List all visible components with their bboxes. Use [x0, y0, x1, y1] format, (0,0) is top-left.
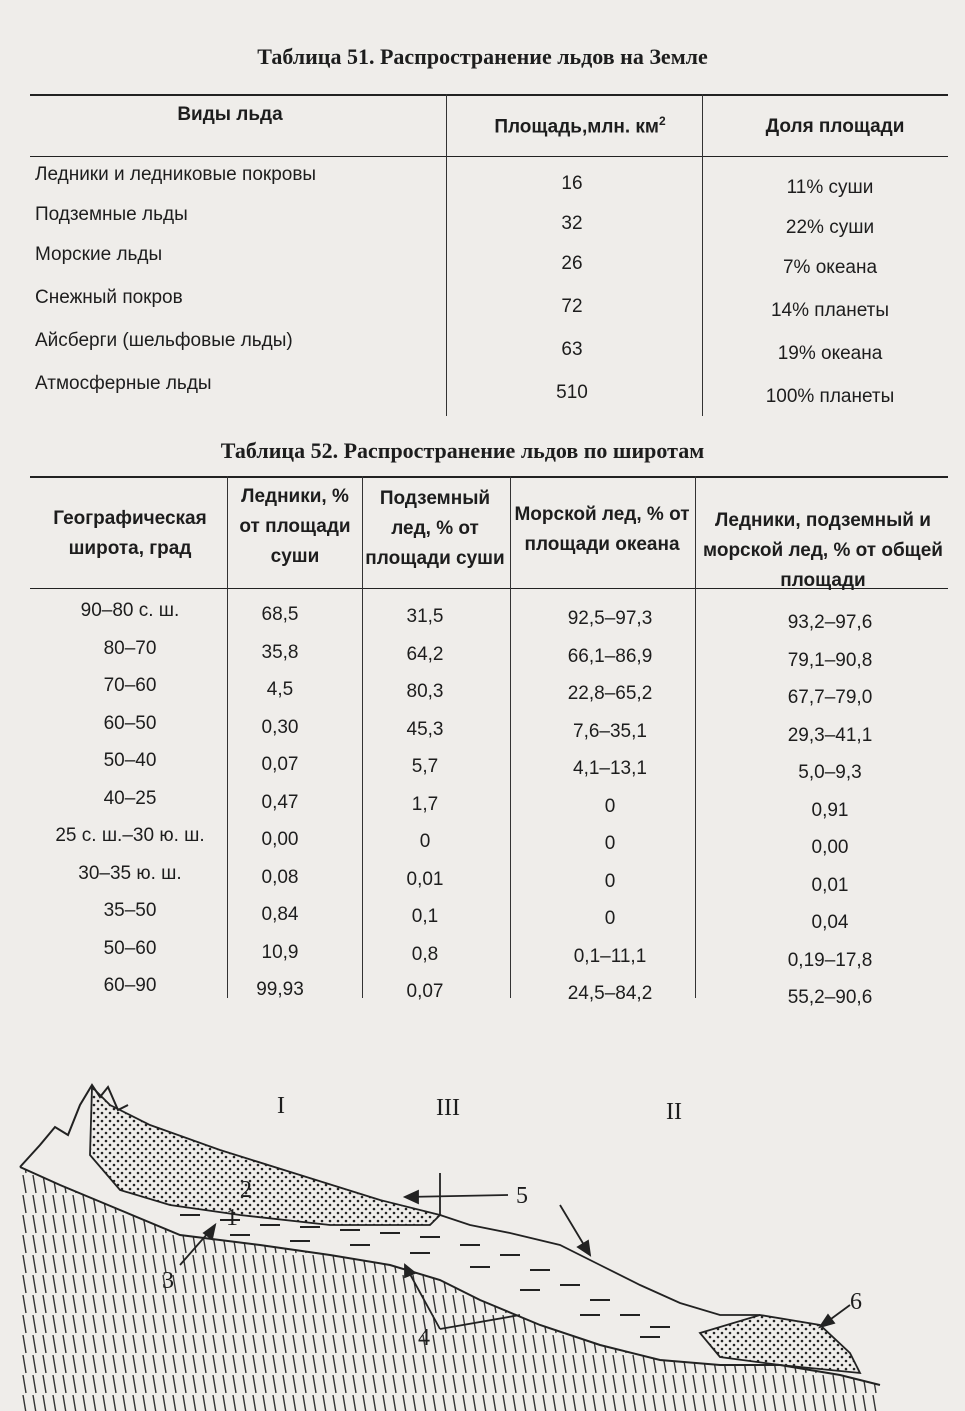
header-glaciers: Ледники, % от площади суши [239, 486, 351, 567]
table-51-row [30, 330, 950, 370]
table-52-cell-total: 0,91 [811, 799, 849, 821]
table-52-cell-sea-ice: 0 [604, 833, 616, 854]
table-52-row [30, 863, 950, 901]
table-52-cell-sea-ice: 0 [604, 795, 616, 817]
table-52-cell-sea-ice: 92,5–97,3 [567, 608, 653, 629]
table-52-cell-sea-ice: 0 [604, 870, 616, 892]
table-52-cell-latitude: 70–60 [103, 675, 157, 696]
table-52-row [30, 750, 950, 788]
table-51-row [30, 287, 950, 327]
table-51-cell-name: Ледники и ледниковые покровы [35, 164, 317, 185]
table-52-cell-sea-ice: 0 [604, 908, 616, 929]
table-52-cell-glaciers: 0,07 [261, 754, 299, 775]
table-51-cell-share: 14% планеты [770, 300, 890, 321]
figure-label-III: III [436, 1095, 460, 1121]
table-52-cell-latitude: 50–40 [103, 750, 157, 771]
table-52-cell-ground-ice: 0,07 [406, 981, 444, 1002]
table-51-cell-area: 510 [556, 382, 588, 403]
table-52-row [30, 938, 950, 976]
table-52-title: Таблица 52. Распространение льдов по широтам [220, 438, 705, 463]
table-52-cell-ground-ice: 45,3 [406, 718, 444, 740]
table-51-row [30, 373, 950, 413]
table-52-row [30, 638, 950, 676]
table-52-row [30, 900, 950, 938]
table-52-cell-ground-ice: 0,01 [406, 868, 444, 890]
table-52-cell-glaciers: 68,5 [261, 604, 299, 625]
table-52-cell-sea-ice: 0,1–11,1 [573, 945, 647, 967]
table-52-cell-latitude: 80–70 [103, 637, 157, 659]
figure-label-5: 5 [516, 1183, 528, 1209]
table-52-cell-ground-ice: 80,3 [406, 681, 444, 702]
table-51-cell-area: 72 [561, 296, 583, 317]
table-52-cell-total: 79,1–90,8 [787, 649, 873, 671]
table-52 [30, 488, 950, 1018]
table-52-row [30, 675, 950, 713]
header-total-ice: Ледники, подземный и морской лед, % от общей площади [703, 510, 943, 591]
table-51-cell-name: Морские льды [35, 244, 163, 265]
table-52-cell-latitude: 40–25 [103, 787, 157, 809]
table-51-cell-name: Атмосферные льды [35, 373, 212, 394]
figure-label-II: II [666, 1099, 682, 1125]
header-latitude: Географическая широта, град [53, 508, 207, 559]
table-52-cell-latitude: 90–80 с. ш. [80, 600, 180, 621]
table-52-cell-glaciers: 0,00 [261, 829, 299, 850]
table-52-cell-glaciers: 10,9 [261, 941, 299, 963]
figure-label-1: 1 [226, 1205, 238, 1231]
figure-label-3: 3 [162, 1268, 174, 1294]
table-52-cell-sea-ice: 7,6–35,1 [573, 720, 647, 742]
table-52-cell-glaciers: 0,47 [261, 791, 299, 813]
table-51-cell-share: 100% планеты [765, 386, 895, 407]
figure-label-4: 4 [418, 1325, 430, 1351]
table-51-title: Таблица 51. Распространение льдов на Земле [257, 44, 708, 69]
table-51-row [30, 244, 950, 284]
table-52-cell-total: 29,3–41,1 [787, 724, 873, 746]
table-52-cell-total: 67,7–79,0 [787, 687, 873, 708]
table-52-cell-total: 0,19–17,8 [787, 949, 873, 971]
header-ground-ice: Подземный лед, % от площади суши [365, 488, 505, 569]
table-52-cell-glaciers: 0,30 [261, 716, 299, 738]
table-52-cell-glaciers: 0,08 [261, 866, 299, 888]
table-52-cell-latitude: 50–60 [103, 937, 157, 959]
glacier-diagram [0, 1075, 965, 1411]
table-51-cell-name: Подземные льды [35, 204, 188, 225]
table-52-cell-ground-ice: 1,7 [411, 793, 439, 815]
table-52-cell-ground-ice: 0,1 [411, 906, 439, 927]
table-52-row [30, 825, 950, 863]
table-52-row [30, 713, 950, 751]
table-52-cell-sea-ice: 66,1–86,9 [567, 645, 653, 667]
table-51-cell-share: 7% океана [782, 257, 878, 278]
figure-label-6: 6 [850, 1289, 862, 1315]
table-52-cell-glaciers: 4,5 [266, 679, 294, 700]
table-52-cell-total: 55,2–90,6 [787, 987, 873, 1008]
table-52-cell-total: 0,04 [811, 912, 849, 933]
table-52-row [30, 600, 950, 638]
table-52-top-rule [30, 476, 948, 478]
table-51-cell-share: 22% суши [785, 217, 875, 238]
table-51-cell-area: 16 [561, 173, 583, 194]
table-51-cell-area: 63 [561, 339, 583, 360]
table-51 [30, 94, 950, 424]
table-52-cell-sea-ice: 24,5–84,2 [567, 983, 653, 1004]
table-52-cell-latitude: 60–90 [103, 975, 157, 996]
table-51-cell-share: 19% океана [777, 343, 883, 364]
table-52-cell-glaciers: 35,8 [261, 641, 299, 663]
table-52-cell-total: 5,0–9,3 [798, 762, 862, 783]
table-51-cell-area: 26 [561, 253, 583, 274]
table-52-cell-ground-ice: 5,7 [411, 756, 439, 777]
table-52-cell-latitude: 25 с. ш.–30 ю. ш. [55, 825, 205, 846]
figure-label-2: 2 [240, 1177, 252, 1203]
table-52-cell-latitude: 35–50 [103, 900, 157, 921]
table-51-top-rule [30, 94, 948, 96]
table-51-cell-name: Айсберги (шельфовые льды) [35, 330, 293, 351]
table-52-cell-latitude: 60–50 [103, 712, 157, 734]
table-52-row [30, 975, 950, 1013]
table-52-cell-sea-ice: 4,1–13,1 [573, 758, 647, 779]
table-52-cell-ground-ice: 0,8 [411, 943, 439, 965]
table-51-row [30, 204, 950, 244]
table-51-cell-area: 32 [561, 213, 583, 234]
table-52-cell-total: 0,01 [811, 874, 849, 896]
table-52-cell-glaciers: 99,93 [256, 979, 304, 1000]
table-51-cell-name: Снежный покров [35, 287, 183, 308]
figure-label-I: I [277, 1093, 285, 1119]
header-kind: Виды льда [177, 104, 283, 125]
table-51-cell-share: 11% суши [786, 177, 874, 198]
table-52-cell-total: 93,2–97,6 [787, 612, 873, 633]
header-sea-ice: Морской лед, % от площади океана [514, 504, 690, 555]
header-share: Доля площади [765, 116, 905, 137]
table-52-cell-latitude: 30–35 ю. ш. [78, 862, 182, 884]
table-52-cell-glaciers: 0,84 [261, 904, 299, 925]
table-52-cell-sea-ice: 22,8–65,2 [567, 683, 653, 704]
table-51-header-rule [30, 156, 948, 157]
table-52-row [30, 788, 950, 826]
table-52-cell-ground-ice: 64,2 [406, 643, 444, 665]
table-52-cell-total: 0,00 [811, 837, 849, 858]
table-52-cell-ground-ice: 0 [419, 831, 431, 852]
table-52-cell-ground-ice: 31,5 [406, 606, 444, 627]
table-51-row [30, 164, 950, 204]
glacier-diagram-drawing [0, 1075, 965, 1411]
header-area: Площадь,млн. $км^2$ [494, 114, 666, 138]
